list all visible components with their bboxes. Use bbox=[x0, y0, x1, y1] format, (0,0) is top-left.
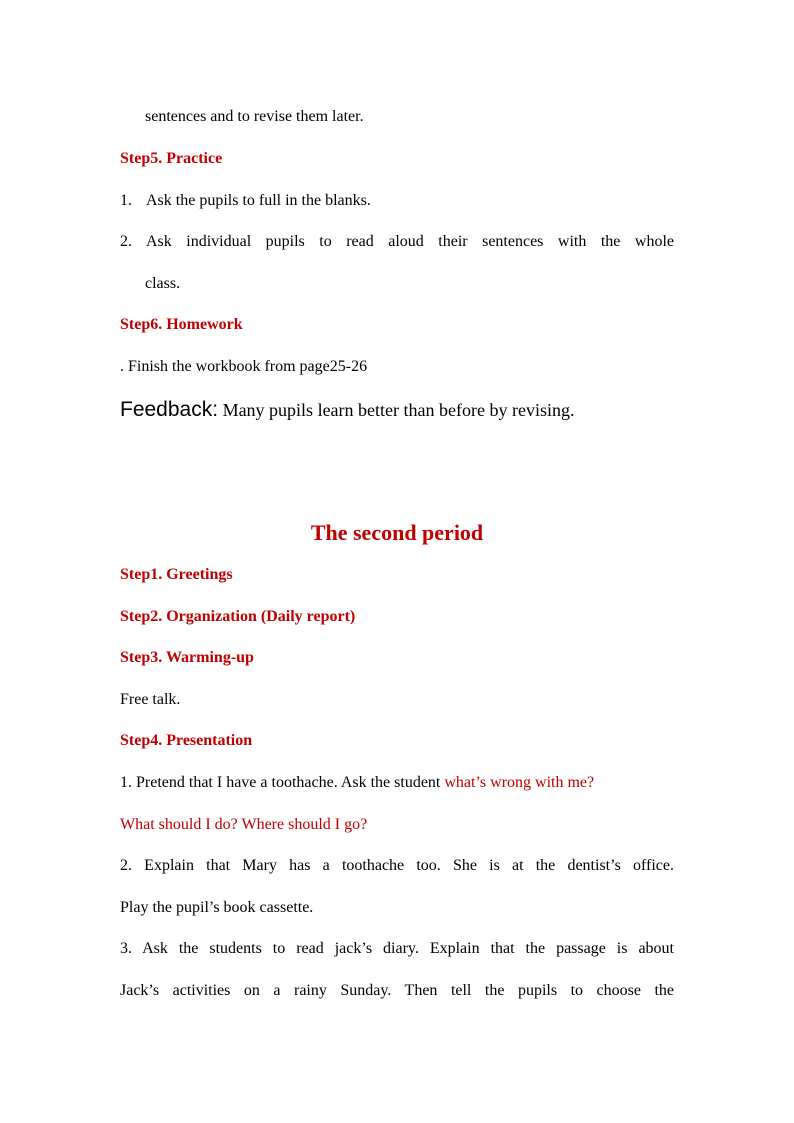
period-title: The second period bbox=[310, 520, 484, 545]
continuation-line: sentences and to revise them later. bbox=[145, 108, 364, 125]
feedback-label: Feedback: bbox=[120, 398, 219, 421]
presentation-item-1 bbox=[120, 773, 674, 793]
step5-heading: Step5. Practice bbox=[120, 150, 223, 167]
step2-heading: Step2. Organization (Daily report) bbox=[120, 608, 356, 625]
presentation-item-1-questions: What should I do? Where should I go? bbox=[120, 816, 368, 833]
presentation-item-2: 2. Explain that Mary has a toothache too. She is at the dentist’s office. bbox=[120, 857, 674, 874]
question-text: what’s wrong with me? bbox=[444, 774, 595, 791]
presentation-item-2-continuation: Play the pupil’s book cassette. bbox=[120, 899, 314, 916]
item-number: 1. bbox=[120, 192, 132, 209]
step3-heading: Step3. Warming-up bbox=[120, 649, 254, 666]
presentation-item-3: 3. Ask the students to read jack’s diary. Explain that the passage is about bbox=[120, 940, 674, 957]
warming-up-text: Free talk. bbox=[120, 691, 181, 708]
step4-heading: Step4. Presentation bbox=[120, 732, 253, 749]
item-number: 2. bbox=[120, 233, 132, 250]
step5-item-1 bbox=[120, 191, 674, 211]
step6-heading: Step6. Homework bbox=[120, 316, 243, 333]
feedback-text: Many pupils learn better than before by revising. bbox=[218, 400, 575, 420]
item-lead-text: 1. Pretend that I have a toothache. Ask the student bbox=[120, 774, 445, 791]
step5-item-2-continuation: class. bbox=[145, 275, 181, 292]
item-text: Ask the pupils to full in the blanks. bbox=[146, 192, 371, 209]
step5-item-2 bbox=[120, 232, 674, 252]
presentation-item-3-continuation: Jack’s activities on a rainy Sunday. Then tell the pupils to choose the bbox=[120, 982, 674, 999]
step1-heading: Step1. Greetings bbox=[120, 566, 233, 583]
homework-text: . Finish the workbook from page25-26 bbox=[120, 358, 368, 375]
feedback-line bbox=[120, 398, 674, 422]
item-text: Ask individual pupils to read aloud their sentences with the whole bbox=[146, 233, 674, 250]
